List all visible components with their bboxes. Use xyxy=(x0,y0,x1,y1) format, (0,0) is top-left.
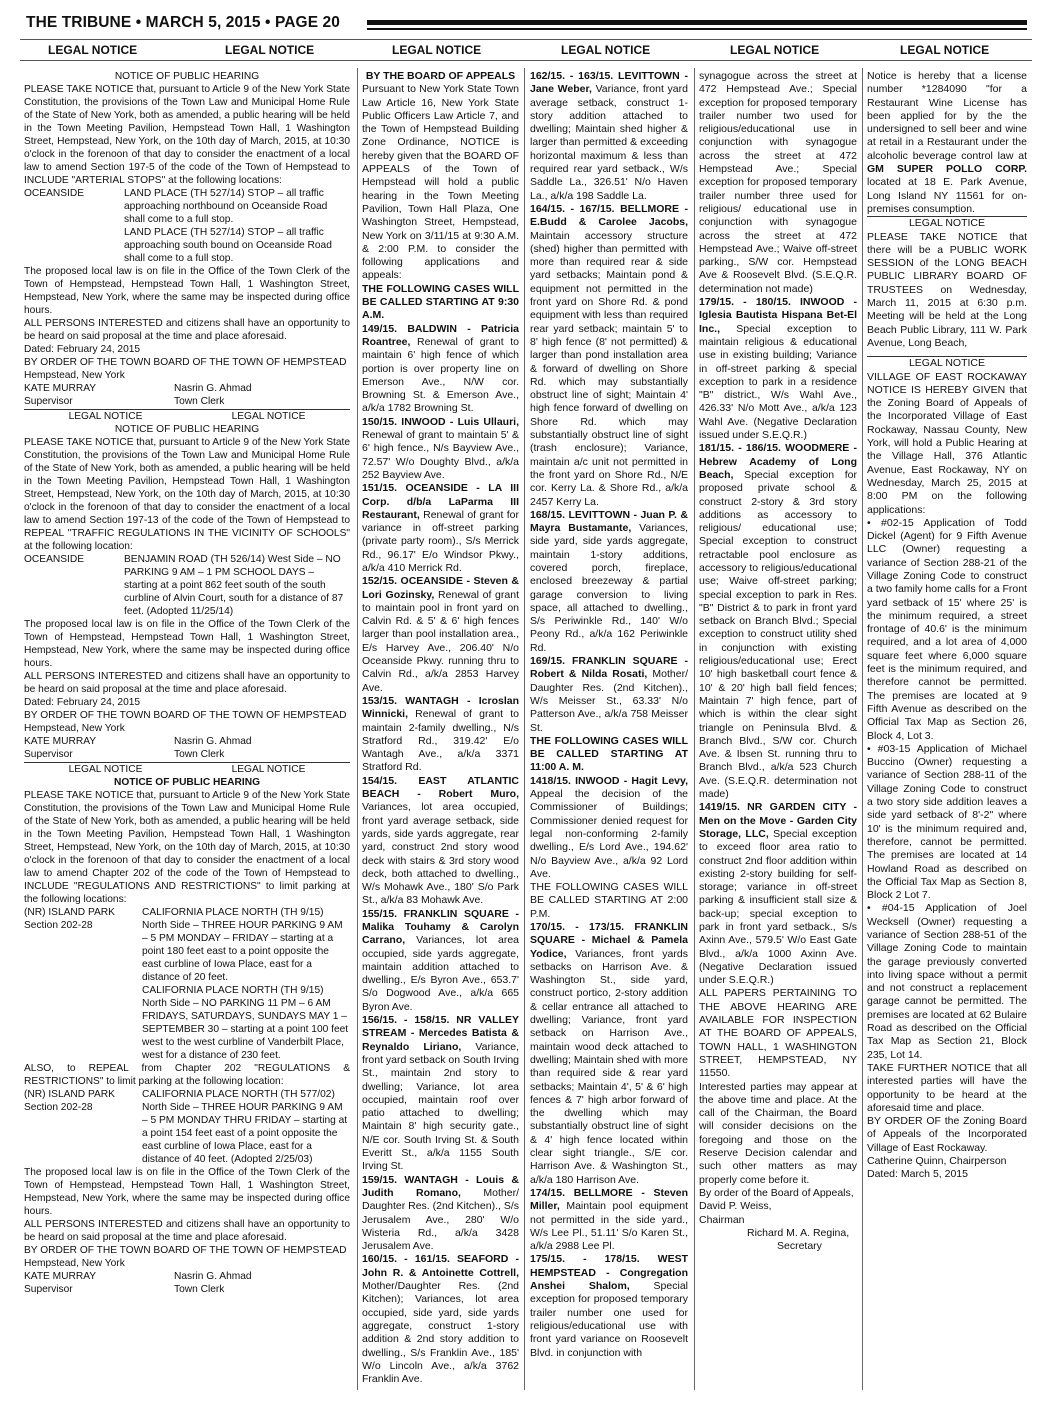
case-entry xyxy=(362,575,519,695)
case-entry xyxy=(530,655,688,735)
signer-title: Supervisor xyxy=(24,749,73,760)
signer-title: Town Clerk xyxy=(174,396,225,407)
case-text: Mother/ Daughter Res. (2nd Kitchen)., S/s Jerusalem Ave., 280' W/o Wisteria Rd., a/k/a 3428 Jerusalem Ave. xyxy=(362,1186,519,1253)
case-entry xyxy=(362,1253,519,1386)
case-entry xyxy=(362,482,519,575)
case-entry xyxy=(530,1187,688,1253)
legal-notice-label: LEGAL NOTICE xyxy=(867,356,1027,370)
case-text: Variances, side yard, side yards aggregate, maintain 1-story additions, covered porch, fireplace, enclosed breezeway & partial garage conversion to living space, all attached to dwelling., S/s Periwinkle Rd., 140' W/o Peony Rd., a/k/a 162 Periwinkle Rd. xyxy=(530,522,688,654)
case-header: 1418/15. INWOOD - Hagit Levy, xyxy=(530,774,688,787)
signer-title: Secretary xyxy=(777,1240,822,1253)
location-entry xyxy=(24,906,350,1062)
signer-name: Catherine Quinn, Chairperson xyxy=(867,1155,1007,1168)
column-rule xyxy=(694,68,695,1390)
case-header: 151/15. OCEANSIDE - LA III Corp. d/b/a LaParma III Restaurant, xyxy=(362,482,519,521)
notice-column-4 xyxy=(699,70,857,1390)
notice-place: Hempstead, New York xyxy=(24,723,125,734)
legal-notice-label: LEGAL NOTICE xyxy=(231,764,306,775)
location-entry xyxy=(24,187,350,265)
case-text: Special exception to exceed floor area ratio to construct 2nd floor addition within existing 2-story building for self-storage; variance in off-street parking & insufficient stall size & back-up; special exception to park in front yard setback., S/s Axinn Ave., 579.5' W/o East Gate Blvd., a/k/a 1000 Axinn Ave. (Negative Declaration issued under S.E.Q.R.) xyxy=(699,827,857,987)
signer-name: KATE MURRAY xyxy=(24,1271,97,1282)
application-entry: • #04-15 Application of Joel Wecksell (Owner) requesting a variance of Section 288-51 of the Village Zoning Code to maintain the garage previously converted into living space without a permit and not construct a replacement garage cannot be permitted. The premises are located at 62 Bulaire Road as described on the Official Tax Map as Section 21, Block 235, Lot 14. xyxy=(867,902,1027,1061)
signature-row xyxy=(24,382,350,395)
column-header: LEGAL NOTICE xyxy=(730,43,820,57)
notice-body: PLEASE TAKE NOTICE that, pursuant to Article 9 of the New York State Constitution, the provisions of the Town Law and Municipal Home Rule of the State of New York, both as amended, a public hearing will be held in the Town Meeting Pavilion, Hempstead Town Hall, 1 Washington Street, Hempstead, New York, on the 10th day of March, 2015, at 10:30 o'clock in the forenoon of that day to consider the enactment of a local law to amend Section 197-13 of the code of the Town of Hempstead to REPEAL "TRAFFIC REGULATIONS IN THE VICINITY OF SCHOOLS" at the following location: xyxy=(24,437,350,552)
notice-order: BY ORDER OF THE TOWN BOARD OF THE TOWN OF HEMPSTEAD xyxy=(24,1245,347,1256)
case-header: 155/15. FRANKLIN SQUARE - Malika Touhamy & Carolyn Carrano, xyxy=(362,907,519,947)
library-notice: PLEASE TAKE NOTICE that there will be a PUBLIC WORK SESSION of the LONG BEACH PUBLIC LIBRARY BOARD OF TRUSTEES on Wednesday, March 11, 2015 at 6:30 p.m. Meeting will be held at the Long Beach Public Library, 111 W. Park Avenue, Long Beach, xyxy=(867,230,1027,349)
location-name: OCEANSIDE xyxy=(24,554,85,565)
column-header: LEGAL NOTICE xyxy=(561,43,651,57)
case-entry xyxy=(362,323,519,416)
section-heading: BY THE BOARD OF APPEALS xyxy=(365,70,516,82)
location-detail: BENJAMIN ROAD (TH 526/14) West Side – NO PARKING 9 AM – 1 PM SCHOOL DAYS – starting at a point 862 feet south of the south curbline of Alvin Court, south for a distance of 87 feet. (Adopted 11/25/14) xyxy=(124,554,344,617)
case-entry xyxy=(530,70,688,203)
case-header: 181/15. - 186/15. WOODMERE - Hebrew Academy of Long Beach, xyxy=(699,442,857,481)
case-header: 179/15. - 180/15. INWOOD - Iglesia Bautista Hispana Bet-El Inc., xyxy=(699,296,857,335)
case-header: 175/15. - 178/15. WEST HEMPSTEAD - Congregation Anshei Shalom, xyxy=(530,1253,688,1293)
schedule-heading: THE FOLLOWING CASES WILL BE CALLED STARTING AT 11:00 A. M. xyxy=(530,734,688,774)
notice-text: located at 18 E. Park Avenue, Long Island NY 11561 for on-premises consumption. xyxy=(867,176,1027,215)
notice-dated: Dated: February 24, 2015 xyxy=(24,697,141,708)
case-header: 153/15. WANTAGH - Icroslan Winnicki, xyxy=(362,694,519,721)
case-text: Mother/ Daughter Res. (2nd Kitchen)., W/s Meisser St., 63.33' N/o Patterson Ave., a/k/a 758 Meisser St. xyxy=(530,668,688,734)
legal-notice-label: LEGAL NOTICE xyxy=(68,764,143,775)
case-entry xyxy=(530,1253,688,1359)
case-text: Renewal of grant for variance in off-street parking (private party room)., S/s Merrick Rd., 96.17' E/o Windsor Pkwy., a/k/a 410 Merrick Rd. xyxy=(362,508,519,574)
notice-proposed: The proposed local law is on file in the Office of the Town Clerk of the Town of Hempstead, Hempstead Town Hall, 1 Washington Street, Hempstead, New York, where the same may be inspected during office hours. xyxy=(24,1167,350,1217)
case-entry xyxy=(362,775,519,908)
signature-row xyxy=(24,1283,350,1296)
location-detail xyxy=(124,187,350,265)
location-entry xyxy=(24,1088,350,1166)
case-header: 1419/15. NR GARDEN CITY - Men on the Move - Garden City Storage, LLC, xyxy=(699,801,857,840)
case-continued: synagogue across the street at 472 Hempstead Ave.; Special exception for proposed temporary trailer number two used for religious/educational use in conjunction with synagogue across the street at 472 Hempstead Ave.; Special exception for proposed temporary trailer number three used for religious/ educational use in conjunction with synagogue across the street at 472 Hempstead Ave.; Waive off-street parking., S/W cor. Hempstead Ave & Roosevelt Blvd. (S.E.Q.R. determination not made) xyxy=(699,70,857,295)
case-text: Maintain pool equipment not permitted in the side yard., W/s Lee Pl., 51.11' S/o Karen St., a/k/a 2988 Lee Pl. xyxy=(530,1200,688,1253)
case-entry xyxy=(530,775,688,881)
case-header: 164/15. - 167/15. BELLMORE - E.Budd & Carolee Jacobs, xyxy=(530,202,688,229)
location-name: (NR) ISLAND PARK Section 202-28 xyxy=(24,1089,115,1113)
masthead-rule xyxy=(367,20,1027,25)
case-entry xyxy=(530,203,688,509)
notice-also: ALSO, to REPEAL from Chapter 202 "REGULATIONS & RESTRICTIONS" to limit parking at the following location: xyxy=(24,1063,350,1087)
papers-notice: ALL PAPERS PERTAINING TO THE ABOVE HEARING ARE AVAILABLE FOR INSPECTION AT THE BOARD OF APPEALS, TOWN HALL, 1 WASHINGTON STREET, HEMPSTEAD, NY 11550. xyxy=(699,987,857,1080)
case-header: 160/15. - 161/15. SEAFORD - John R. & Antoinette Cottrell, xyxy=(362,1253,519,1279)
location-detail: CALIFORNIA PLACE NORTH (TH 577/02) North Side – THREE HOUR PARKING 9 AM – 5 PM MONDAY THRU FRIDAY – starting at a point 154 feet east of a point opposite the east curbline of Iowa Place, east for a distance of 40 feet. (Adopted 2/25/03) xyxy=(142,1089,348,1165)
notice-all-persons: ALL PERSONS INTERESTED and citizens shall have an opportunity to be heard on said proposal at the time and place aforesaid. xyxy=(24,1219,350,1243)
case-text: Mother/Daughter Res. (2nd Kitchen); Variances, lot area occupied, side yard, side yards aggregate, construct 1-story addition & 2nd story addition to dwelling., S/s Franklin Ave., 185' W/o Lincoln Ave., a/k/a 3762 Franklin Ave. xyxy=(362,1280,519,1386)
case-entry xyxy=(699,296,857,442)
notice-all-persons: ALL PERSONS INTERESTED and citizens shall have an opportunity to be heard on said proposal at the time and place aforesaid. xyxy=(24,671,350,695)
notice-all-persons: ALL PERSONS INTERESTED and citizens shall have an opportunity to be heard on said proposal at the time and place aforesaid. xyxy=(24,318,350,342)
notice-column-5 xyxy=(867,70,1027,1390)
notice-place: Hempstead, New York xyxy=(24,370,125,381)
signer-title: Chairman xyxy=(699,1213,745,1226)
case-text: Renewal of grant to maintain 2-family dwelling., N/s Stratford Rd., 319.42' E/o Wantagh Ave., a/k/a 3371 Stratford Rd. xyxy=(362,708,519,774)
by-order: By order of the Board of Appeals, xyxy=(699,1186,854,1199)
case-entry xyxy=(362,1014,519,1174)
case-text: Maintain accessory structure (shed) higher than permitted with more than required rear & side yard setbacks; Maintain pond & equipment not permitted in the front yard on Shore Rd. & pond equipment with less than required rear yard setback; maintain 5' to 8' high fence (8' not permitted) & larger than pond installation area & forward of dwelling on Shore Rd. which may substantially obstruct line of sight; Maintain 4' high fence forward of dwelling on Shore Rd. which may substantially obstruct line of sight (trash enclosure); Variance, maintain a/c unit not permitted in the front yard on Shore Rd., N/E cor. Kerry La. & Shore Rd., a/k/a 2457 Kerry La. xyxy=(530,229,688,508)
signer-name: KATE MURRAY xyxy=(24,383,97,394)
appeals-intro: Pursuant to New York State Town Law Article 16, New York State Public Officers Law Article 7, and the Town of Hempstead Building Zone Ordinance, NOTICE is hereby given that the BOARD OF APPEALS of the Town of Hempstead will hold a public hearing in the Town Meeting Pavilion, Town Hall Plaza, One Washington Street, Hempstead, New York on 3/11/15 at 9:30 A.M. & 2:00 P.M. to consider the following applications and appeals: xyxy=(362,83,519,282)
case-header: 149/15. BALDWIN - Patricia Roantree, xyxy=(362,322,519,348)
case-header: 150/15. INWOOD - Luis Ullauri, xyxy=(362,415,519,428)
legal-notice-divider xyxy=(24,762,350,776)
case-text: Variances, lot area occupied, side yards aggregate, maintain addition attached to dwelling., E/s Byron Ave., 653.7' S/o Dogwood Ave., a/k/a 665 Byron Ave. xyxy=(362,934,519,1013)
case-header: 168/15. LEVITTOWN - Juan P. & Mayra Bustamante, xyxy=(530,508,688,535)
masthead-title: THE TRIBUNE • MARCH 5, 2015 • PAGE 20 xyxy=(26,14,341,31)
signature-row xyxy=(24,735,350,748)
by-order: BY ORDER OF the Zoning Board of Appeals of the Incorporated Village of East Rockaway. xyxy=(867,1115,1027,1154)
signer-name: Nasrin G. Ahmad xyxy=(174,1271,252,1282)
location-detail-text: LAND PLACE (TH 527/14) STOP – all traffic approaching northbound on Oceanside Road shall come to a full stop. xyxy=(124,188,328,225)
business-name: GM SUPER POLLO CORP. xyxy=(867,163,1027,176)
column-rule xyxy=(524,68,525,1390)
notice-column-1 xyxy=(24,70,350,1390)
case-text: Variances, lot area occupied, front yard average setback, side yards, side yards aggregate, rear yard, construct 2nd story wood deck with stairs & 3rd story wood deck, both attached to dwelling., W/s Mohawk Ave., 180' S/o Park St., a/k/a 83 Mohawk Ave. xyxy=(362,801,519,907)
notice-dated: Dated: February 24, 2015 xyxy=(24,344,141,355)
masthead-rule-thin xyxy=(367,28,1027,30)
case-text: Appeal the decision of the Commissioner of Buildings; Commissioner denied request for legal non-conforming 2-family dwelling., E/s Lord Ave., 194.62' N/o Bayview Ave., a/k/a 92 Lord Ave. xyxy=(530,788,688,880)
case-text: Special exception for proposed temporary trailer number one used for religious/educational use with front yard variance on Roosevelt Blvd. in conjunction with xyxy=(530,1280,688,1359)
location-entry xyxy=(24,553,350,618)
notice-text: Notice is hereby that a license number *1284090 "for a Restaurant Wine License has been applied for by the the undersigned to sell beer and wine at retail in a Restaurant under the alcoholic beverage control law at xyxy=(867,70,1027,162)
column-header: LEGAL NOTICE xyxy=(900,43,990,57)
case-text: Renewal of grant to maintain pool in front yard on Calvin Rd. & 5' & 6' high fences larger than pool installation area., E/s Harvey Ave., 206.40' N/o Oceanside Pkwy. running thru to Calvin Rd., a/k/a 2853 Harvey Ave. xyxy=(362,588,519,694)
case-entry xyxy=(362,1174,519,1254)
signer-name: KATE MURRAY xyxy=(24,736,97,747)
location-name: (NR) ISLAND PARK Section 202-28 xyxy=(24,907,115,931)
legal-notice-label: LEGAL NOTICE xyxy=(231,411,306,422)
signature-row xyxy=(24,748,350,761)
signer-title: Supervisor xyxy=(24,396,73,407)
legal-notice-label: LEGAL NOTICE xyxy=(867,216,1027,230)
case-header: 162/15. - 163/15. LEVITTOWN - Jane Weber, xyxy=(530,70,688,96)
schedule-heading: THE FOLLOWING CASES WILL BE CALLED STARTING AT 2:00 P.M. xyxy=(530,881,688,920)
column-header: LEGAL NOTICE xyxy=(225,43,315,57)
notice-column-2 xyxy=(362,70,519,1390)
signature-row xyxy=(24,1270,350,1283)
legal-notice-label: LEGAL NOTICE xyxy=(68,411,143,422)
legal-notice-header-row xyxy=(20,39,1032,61)
signer-name: Nasrin G. Ahmad xyxy=(174,383,252,394)
notice-order: BY ORDER OF THE TOWN BOARD OF THE TOWN OF HEMPSTEAD xyxy=(24,710,347,721)
case-header: 169/15. FRANKLIN SQUARE - Robert & Nilda Rosati, xyxy=(530,655,688,681)
case-header: 159/15. WANTAGH - Louis & Judith Romano, xyxy=(362,1173,519,1199)
notice-column-3 xyxy=(530,70,688,1390)
masthead xyxy=(22,12,1032,36)
signer-name: Richard M. A. Regina, xyxy=(747,1226,850,1239)
column-rule xyxy=(862,68,863,1390)
notice-proposed: The proposed local law is on file in the Office of the Town Clerk of the Town of Hempstead, Hempstead Town Hall, 1 Washington Street, Hempstead, New York, where the same may be inspected during office hours. xyxy=(24,266,350,316)
interested-parties: Interested parties may appear at the above time and place. At the call of the Chairman, the Board will consider decisions on the foregoing and those on the Reserve Decision calendar and such other matters as may properly come before it. xyxy=(699,1080,857,1186)
case-text: Special exception to maintain religious & educational use in existing building; Variance in off-street parking & special exception to park in a residence "B" district., W/s Wahl Ave., 426.33' N/o Mott Ave., a/k/a 123 Wahl Ave. (Negative Declaration issued under S.E.Q.R.) xyxy=(699,322,857,442)
schedule-heading: THE FOLLOWING CASES WILL BE CALLED STARTING AT 9:30 A.M. xyxy=(362,282,519,322)
notice-place: Hempstead, New York xyxy=(24,1258,125,1269)
signer-name: David P. Weiss, xyxy=(699,1200,772,1213)
case-text: Special exception for proposed private school & construct 2-story & 3rd story additions as accessory to religious/ educational use; Special exception to construct retractable pool enclosure as accessory to religious/educational use; Waive off-street parking; special exception to park in Res. "B" District & to park in front yard setback on Branch Blvd.; Special exception to construct utility shed in conjunction with existing religious/educational use; Erect 10' high basketball court fence & 10' & 20' high ball field fences; Maintain 7' high fence, part of which is within the clear sight triangle on Peninsula Blvd. & Branch Blvd., S/W cor. Church Ave. & Ibsen St. running thru to Branch Blvd., a/k/a 523 Church Ave. (S.E.Q.R. determination not made) xyxy=(699,468,857,801)
signature-row xyxy=(24,395,350,408)
location-name: OCEANSIDE xyxy=(24,188,85,199)
case-header: 156/15. - 158/15. NR VALLEY STREAM - Mercedes Batista & Reynaldo Liriano, xyxy=(362,1014,519,1053)
location-detail xyxy=(142,906,350,1062)
case-header: 174/15. BELLMORE - Steven Miller, xyxy=(530,1186,688,1213)
case-entry xyxy=(362,908,519,1014)
column-header: LEGAL NOTICE xyxy=(48,43,138,57)
case-entry xyxy=(699,801,857,987)
case-entry xyxy=(362,695,519,775)
signer-title: Supervisor xyxy=(24,1284,73,1295)
case-header: 154/15. EAST ATLANTIC BEACH - Robert Muro, xyxy=(362,774,519,801)
case-text: Variance, front yard average setback, construct 1-story addition attached to dwelling; Maintain shed higher & larger than permitted & exceeding horizontal maximum & less than required rear yard setback., W/s Saddle La., 326.51' N/o Haven La., a/k/a 198 Saddle La. xyxy=(530,83,688,202)
location-detail-text: CALIFORNIA PLACE NORTH (TH 9/15) North Side – NO PARKING 11 PM – 6 AM FRIDAYS, SATURDAYS, SUNDAYS MAY 1 – SEPTEMBER 30 – starting at a point 100 feet west to the west curbline of Vanderbilt Place, west for a distance of 230 feet. xyxy=(142,985,349,1061)
case-entry xyxy=(530,509,688,655)
notice-title: NOTICE OF PUBLIC HEARING xyxy=(113,777,261,788)
column-header: LEGAL NOTICE xyxy=(392,43,482,57)
location-detail-text: CALIFORNIA PLACE NORTH (TH 9/15) North Side – THREE HOUR PARKING 9 AM – 5 PM MONDAY – FRIDAY – starting at a point 180 feet east to a point opposite the east curbline of Iowa Place, east for a distance of 20 feet. xyxy=(142,907,343,983)
village-notice: VILLAGE OF EAST ROCKAWAY NOTICE IS HEREBY GIVEN that the Zoning Board of Appeals of the Incorporated Village of East Rockaway, Nassau County, New York, will hold a Public Hearing at the Village Hall, 376 Atlantic Avenue, East Rockaway, NY on Wednesday, March 25, 2015 at 8:00 PM on the following applications: xyxy=(867,370,1027,516)
liquor-license-notice xyxy=(867,70,1027,216)
case-text: Variance, front yard setback on South Irving St., maintain 2nd story to dwelling; Variance, lot area occupied, maintain roof over patio attached to dwelling; Maintain 8' high security gate., N/E cor. South Irving St. & South Everitt St., a/k/a 1155 South Irving St. xyxy=(362,1040,519,1173)
case-entry xyxy=(530,921,688,1187)
notice-body: PLEASE TAKE NOTICE that, pursuant to Article 9 of the New York State Constitution, the provisions of the Town Law and Municipal Home Rule of the State of New York, both as amended, a public hearing will be held in the Town Meeting Pavilion, Hempstead Town Hall, 1 Washington Street, Hempstead, New York, on the 10th day of March, 2015, at 10:30 o'clock in the forenoon of that day to consider the enactment of a local law to amend Section 197-5 of the code of the Town of Hempstead to INCLUDE "ARTERIAL STOPS" at the following locations: xyxy=(24,84,350,186)
location-detail-text: LAND PLACE (TH 527/14) STOP – all traffic approaching south bound on Oceanside Road shall come to a full stop. xyxy=(124,227,332,264)
further-notice: TAKE FURTHER NOTICE that all interested parties will have the opportunity to be heard at the aforesaid time and place. xyxy=(867,1061,1027,1114)
column-rule xyxy=(357,68,358,1390)
notice-title: NOTICE OF PUBLIC HEARING xyxy=(114,71,260,82)
case-header: 170/15. - 173/15. FRANKLIN SQUARE - Michael & Pamela Yodice, xyxy=(530,921,688,960)
case-header: 152/15. OCEANSIDE - Steven & Lori Gozinsky, xyxy=(362,575,519,601)
notice-body: PLEASE TAKE NOTICE that, pursuant to Article 9 of the New York State Constitution, the provisions of the Town Law and Municipal Home Rule of the State of New York, both as amended, a public hearing will be held in the Town Meeting Pavilion, Hempstead Town Hall, 1 Washington Street, Hempstead, New York, on the 10th day of March, 2015, at 10:30 o'clock in the forenoon of that day to consider the enactment of a local law to amend Chapter 202 of the code of the Town of Hempstead to INCLUDE "REGULATIONS AND RESTRICTIONS" to limit parking at the following locations: xyxy=(24,790,350,905)
application-entry: • #03-15 Application of Michael Buccino (Owner) requesting a variance of Section 288-11 of the Village Zoning Code to construct a two story side addition leaves a side yard setback of 8'-2" where 10' is the minimum required and, therefore, cannot be permitted. The premises are located at 14 Howland Road as described on the Official Tax Map as Section 8, Block 2 Lot 7. xyxy=(867,742,1027,902)
case-text: Variances, front yards setbacks on Harrison Ave. & Washington St., side yard, construct portico, 2-story addition & cellar entrance all attached to dwelling; Variance, front yard setback on Harrison Ave., maintain wood deck attached to dwelling; Maintain shed with more than required side & rear yard setbacks; Maintain 4', 5' & 6' high fences & 7' high arbor forward of the dwelling which may substantially obstruct line of sight & 4' high fence located within clear sight triangle., S/E cor. Harrison Ave. & Washington St., a/k/a 180 Harrison Ave. xyxy=(530,947,688,1186)
case-text: Renewal of grant to maintain 6' high fence of which portion is over property line on Emerson Ave., N/W cor. Browning St. & Emerson Ave., a/k/a 1782 Browning St. xyxy=(362,335,519,415)
notice-proposed: The proposed local law is on file in the Office of the Town Clerk of the Town of Hempstead, Hempstead Town Hall, 1 Washington Street, Hempstead, New York, where the same may be inspected during office hours. xyxy=(24,619,350,669)
signer-title: Town Clerk xyxy=(174,1284,225,1295)
case-entry xyxy=(699,442,857,801)
signer-name: Nasrin G. Ahmad xyxy=(174,736,252,747)
case-text: Renewal of grant to maintain 5' & 6' high fence., N/s Bayview Ave., 72.57' W/o Doughty Blvd., a/k/a 252 Bayview Ave. xyxy=(362,429,519,481)
application-entry: • #02-15 Application of Todd Dickel (Agent) for 9 Fifth Avenue LLC (Owner) requesting a variance of Section 288-21 of the Village Zoning Code to construct a two family home calls for a Front yard setback of 15' where 25' is the minimum required, a street frontage of 40.6' is the minimum required, and a lot area of 4,000 square feet where 6,000 square feet is the minimum required, and therefore cannot be permitted. The premises are located at 9 Fifth Avenue as described on the Official Tax Map as Section 26, Block 4, Lot 3. xyxy=(867,516,1027,742)
notice-title: NOTICE OF PUBLIC HEARING xyxy=(114,424,260,435)
legal-notice-divider xyxy=(24,409,350,423)
signer-title: Town Clerk xyxy=(174,749,225,760)
notice-dated: Dated: March 5, 2015 xyxy=(867,1168,968,1181)
notice-order: BY ORDER OF THE TOWN BOARD OF THE TOWN OF HEMPSTEAD xyxy=(24,357,347,368)
case-entry xyxy=(362,416,519,482)
